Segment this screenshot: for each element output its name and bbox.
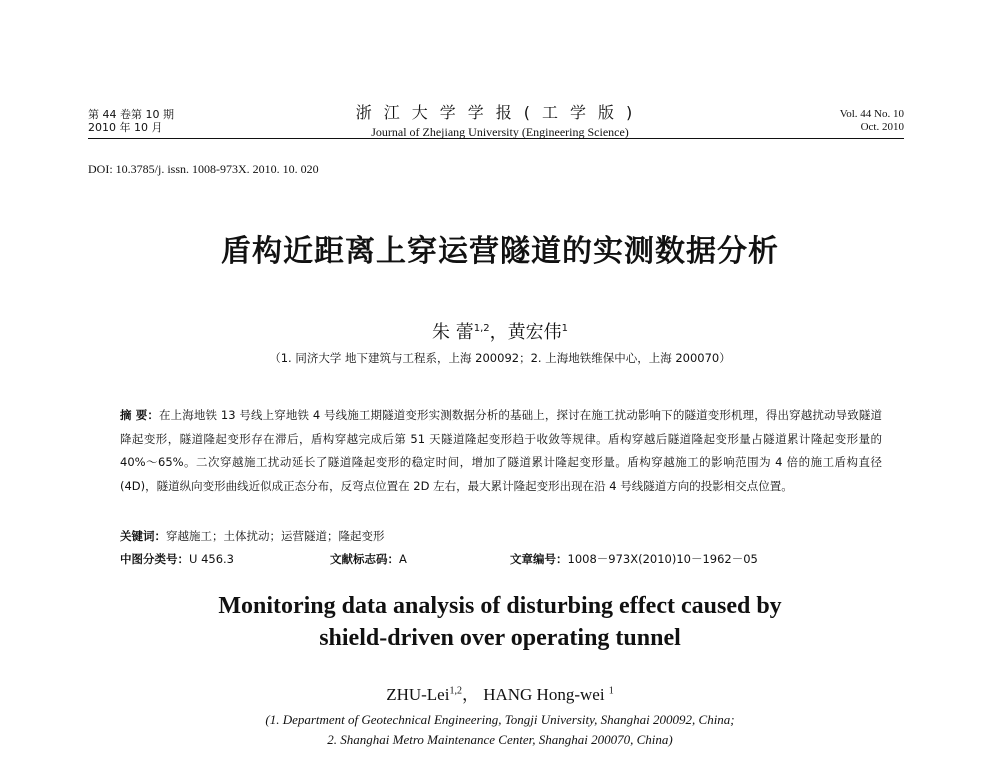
keywords-cn <box>120 528 385 544</box>
clc-label: 中图分类号： <box>120 552 189 566</box>
volume-issue-info-en <box>840 108 904 134</box>
clc-number <box>120 551 234 567</box>
affiliation-cn: （1. 同济大学 地下建筑与工程系，上海 200092；2. 上海地铁维保中心，上海 200070） <box>269 351 731 365</box>
author-affil-mark: 1,2 <box>473 323 490 334</box>
clc-value: U 456.3 <box>189 552 234 566</box>
journal-name-cn: 浙江大学学报(工学版) <box>355 103 645 122</box>
abstract-cn <box>120 404 882 498</box>
journal-name-en: Journal of Zhejiang University (Engineering Science) <box>371 125 629 139</box>
publication-date: 2010 年 10 月 <box>88 121 163 134</box>
article-number-label: 文章编号： <box>510 552 568 566</box>
authors-cn <box>0 318 1000 344</box>
author-name-en: HANG Hong-wei <box>483 685 609 704</box>
paper-title-cn: 盾构近距离上穿运营隧道的实测数据分析 <box>221 234 779 269</box>
author-affil-mark: 1 <box>561 323 568 334</box>
paper-title-en-line: shield-driven over operating tunnel <box>319 625 681 651</box>
journal-header <box>300 100 700 140</box>
author-name: 黄宏伟 <box>507 322 562 343</box>
keywords-text: 穿越施工；土体扰动；运营隧道；隆起变形 <box>166 529 385 543</box>
document-code <box>330 551 407 567</box>
document-code-value: A <box>399 552 407 566</box>
author-name: 朱 蕾 <box>431 322 474 343</box>
paper-title-en <box>0 590 1000 654</box>
header-rule <box>88 138 904 139</box>
volume-issue-en: Vol. 44 No. 10 <box>839 108 904 120</box>
publication-date-en: Oct. 2010 <box>860 121 904 133</box>
doi: DOI: 10.3785/j. issn. 1008-973X. 2010. 10. 020 <box>88 162 319 176</box>
volume-issue-info <box>88 108 174 134</box>
authors-en <box>0 680 1000 705</box>
author-separator: ， <box>489 322 508 343</box>
article-number-value: 1008－973X(2010)10－1962－05 <box>567 552 758 566</box>
keywords-label: 关键词： <box>120 529 166 543</box>
abstract-label: 摘 要： <box>120 408 160 422</box>
affiliation-en-line: 2. Shanghai Metro Maintenance Center, Shanghai 200070, China) <box>327 732 673 747</box>
author-affil-mark: 1,2 <box>449 685 462 697</box>
document-code-label: 文献标志码： <box>330 552 399 566</box>
author-name-en: ZHU-Lei <box>386 685 450 704</box>
affiliation-en-line: (1. Department of Geotechnical Engineering, Tongji University, Shanghai 200092, China; <box>265 712 735 727</box>
author-affil-mark: 1 <box>608 685 614 697</box>
volume-issue: 第 44 卷第 10 期 <box>88 108 174 121</box>
paper-title-en-line: Monitoring data analysis of disturbing effect caused by <box>218 593 782 619</box>
abstract-text: 在上海地铁 13 号线上穿地铁 4 号线施工期隧道变形实测数据分析的基础上，探讨在施工扰动影响下的隧道变形机理，得出穿越扰动导致隧道降起变形，隧道隆起变形存在滞后，盾构穿越完成后第 51 天隧道隆起变形趋于收敛等规律。盾构穿越后隧道隆起变形量占隧道累计隆起变形量的 40%～65%。二次穿越施工扰动延长了隧道隆起变形的稳定时间，增加了隧道累计隆起变形量。盾构穿越施工的影响范围为 4 倍的施工盾构直径(4D)，隧道纵向变形曲线近似成正态分布，反弯点位置在 2D 左右，最大累计隆起变形出现在沿 4 号线隧道方向的投影相交点位置。 <box>120 408 882 493</box>
affiliation-en <box>0 710 1000 750</box>
article-number <box>510 551 758 567</box>
author-separator: ， <box>461 685 484 704</box>
